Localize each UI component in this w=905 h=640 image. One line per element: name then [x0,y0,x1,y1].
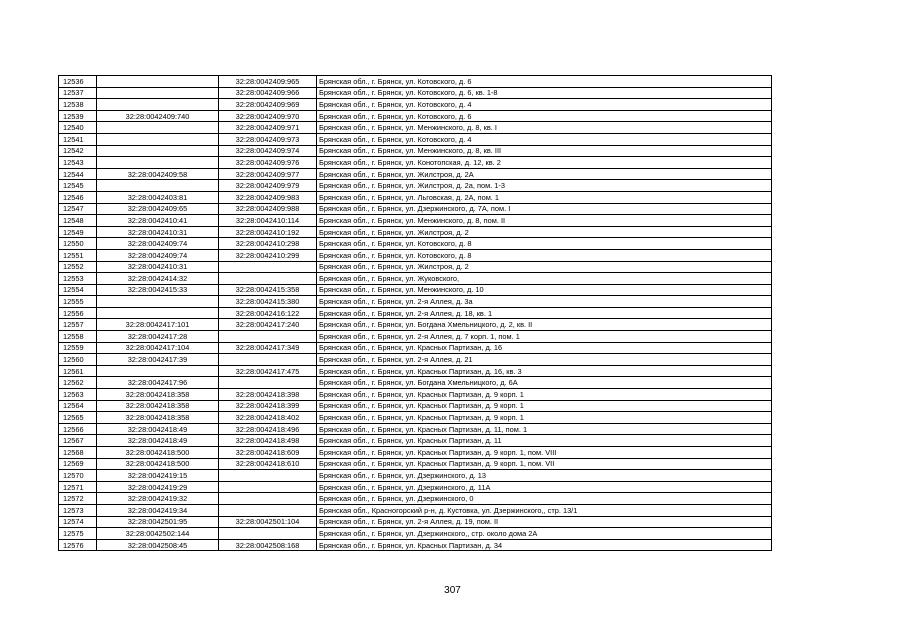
table-row [59,389,772,401]
table-row [59,412,772,424]
object-number-cell: 32:28:0042417:349 [219,342,317,354]
object-number-cell [219,528,317,540]
address-cell: Брянская обл., г. Брянск, ул. 2-я Аллея, д. 19, пом. II [317,516,772,528]
table-row [59,319,772,331]
address-cell: Брянская обл., г. Брянск, ул. Красных Партизан, д. 9 корп. 1 [317,400,772,412]
row-number-cell: 12575 [59,528,97,540]
object-number-cell: 32:28:0042415:358 [219,284,317,296]
address-cell: Брянская обл., г. Брянск, ул. Дзержинского, д. 7А, пом. I [317,203,772,215]
table-row [59,110,772,122]
parcel-number-cell: 32:28:0042502:144 [97,528,219,540]
table-row [59,180,772,192]
object-number-cell [219,481,317,493]
object-number-cell [219,261,317,273]
row-number-cell: 12569 [59,458,97,470]
address-cell: Брянская обл., г. Брянск, ул. Красных Партизан, д. 9 корп. 1 [317,412,772,424]
parcel-number-cell [97,99,219,111]
cadastral-table [58,75,772,551]
parcel-number-cell: 32:28:0042415:33 [97,284,219,296]
object-number-cell: 32:28:0042409:979 [219,180,317,192]
parcel-number-cell [97,157,219,169]
address-cell: Брянская обл., г. Брянск, ул. 2-я Аллея, д. 18, кв. 1 [317,307,772,319]
table-row [59,528,772,540]
address-cell: Брянская обл., г. Брянск, ул. Дзержинского, д. 11А [317,481,772,493]
object-number-cell: 32:28:0042409:976 [219,157,317,169]
row-number-cell: 12576 [59,539,97,551]
parcel-number-cell: 32:28:0042417:28 [97,331,219,343]
address-cell: Брянская обл., г. Брянск, ул. Красных Партизан, д. 16 [317,342,772,354]
parcel-number-cell: 32:28:0042418:358 [97,412,219,424]
row-number-cell: 12555 [59,296,97,308]
table-row [59,238,772,250]
object-number-cell: 32:28:0042410:299 [219,249,317,261]
table-row [59,493,772,505]
parcel-number-cell [97,145,219,157]
object-number-cell: 32:28:0042415:380 [219,296,317,308]
row-number-cell: 12543 [59,157,97,169]
table-row [59,122,772,134]
row-number-cell: 12571 [59,481,97,493]
row-number-cell: 12567 [59,435,97,447]
row-number-cell: 12540 [59,122,97,134]
parcel-number-cell [97,133,219,145]
table-row [59,145,772,157]
object-number-cell: 32:28:0042409:966 [219,87,317,99]
object-number-cell: 32:28:0042409:973 [219,133,317,145]
address-cell: Брянская обл., г. Брянск, ул. Красных Партизан, д. 9 корп. 1, пом. VII [317,458,772,470]
row-number-cell: 12558 [59,331,97,343]
address-cell: Брянская обл., г. Брянск, ул. Жилстроя, д. 2 [317,226,772,238]
row-number-cell: 12538 [59,99,97,111]
object-number-cell: 32:28:0042410:298 [219,238,317,250]
table-row [59,133,772,145]
page-number: 307 [444,585,461,596]
table-body [59,76,772,551]
address-cell: Брянская обл., г. Брянск, ул. Красных Партизан, д. 11 [317,435,772,447]
address-cell: Брянская обл., г. Брянск, ул. 2-я Аллея, д. 7 корп. 1, пом. 1 [317,331,772,343]
object-number-cell: 32:28:0042417:240 [219,319,317,331]
table-row [59,249,772,261]
address-cell: Брянская обл., Красногорский р-н, д. Кустовка, ул. Дзержинского,, стр. 13/1 [317,504,772,516]
object-number-cell: 32:28:0042409:969 [219,99,317,111]
table-row [59,99,772,111]
address-cell: Брянская обл., г. Брянск, ул. Богдана Хмельницкого, д. 6А [317,377,772,389]
address-cell: Брянская обл., г. Брянск, ул. Красных Партизан, д. 34 [317,539,772,551]
table-row [59,470,772,482]
table-row [59,423,772,435]
address-cell: Брянская обл., г. Брянск, ул. 2-я Аллея, д. 3а [317,296,772,308]
object-number-cell: 32:28:0042410:114 [219,215,317,227]
address-cell: Брянская обл., г. Брянск, ул. Дзержинского,, стр. около дома 2А [317,528,772,540]
object-number-cell: 32:28:0042501:104 [219,516,317,528]
address-cell: Брянская обл., г. Брянск, ул. Жуковского, [317,273,772,285]
table-row [59,342,772,354]
address-cell: Брянская обл., г. Брянск, ул. Котовского, д. 6, кв. 1-8 [317,87,772,99]
address-cell: Брянская обл., г. Брянск, ул. Менжинского, д. 8, пом. II [317,215,772,227]
row-number-cell: 12542 [59,145,97,157]
address-cell: Брянская обл., г. Брянск, ул. Жилстроя, д. 2А [317,168,772,180]
parcel-number-cell [97,180,219,192]
table-row [59,261,772,273]
object-number-cell [219,377,317,389]
parcel-number-cell: 32:28:0042508:45 [97,539,219,551]
address-cell: Брянская обл., г. Брянск, ул. Котовского, д. 4 [317,99,772,111]
parcel-number-cell: 32:28:0042409:65 [97,203,219,215]
object-number-cell: 32:28:0042416:122 [219,307,317,319]
row-number-cell: 12572 [59,493,97,505]
table-row [59,435,772,447]
parcel-number-cell: 32:28:0042417:104 [97,342,219,354]
address-cell: Брянская обл., г. Брянск, ул. Жилстроя, д. 2а, пом. 1-3 [317,180,772,192]
object-number-cell: 32:28:0042418:498 [219,435,317,447]
parcel-number-cell: 32:28:0042419:32 [97,493,219,505]
table-row [59,516,772,528]
parcel-number-cell: 32:28:0042419:15 [97,470,219,482]
row-number-cell: 12562 [59,377,97,389]
object-number-cell [219,331,317,343]
object-number-cell: 32:28:0042418:610 [219,458,317,470]
row-number-cell: 12556 [59,307,97,319]
row-number-cell: 12568 [59,447,97,459]
row-number-cell: 12554 [59,284,97,296]
object-number-cell: 32:28:0042418:398 [219,389,317,401]
object-number-cell: 32:28:0042418:496 [219,423,317,435]
table-row [59,191,772,203]
row-number-cell: 12541 [59,133,97,145]
parcel-number-cell: 32:28:0042501:95 [97,516,219,528]
table-row [59,331,772,343]
table-row [59,157,772,169]
address-cell: Брянская обл., г. Брянск, ул. Котовского, д. 4 [317,133,772,145]
parcel-number-cell: 32:28:0042419:29 [97,481,219,493]
object-number-cell: 32:28:0042409:965 [219,76,317,88]
object-number-cell [219,354,317,366]
object-number-cell [219,493,317,505]
address-cell: Брянская обл., г. Брянск, ул. Красных Партизан, д. 9 корп. 1, пом. VIII [317,447,772,459]
address-cell: Брянская обл., г. Брянск, ул. Жилстроя, д. 2 [317,261,772,273]
address-cell: Брянская обл., г. Брянск, ул. Котовского, д. 8 [317,238,772,250]
parcel-number-cell: 32:28:0042418:358 [97,400,219,412]
table-row [59,481,772,493]
parcel-number-cell: 32:28:0042417:101 [97,319,219,331]
table-row [59,400,772,412]
parcel-number-cell: 32:28:0042409:58 [97,168,219,180]
row-number-cell: 12561 [59,365,97,377]
parcel-number-cell: 32:28:0042410:41 [97,215,219,227]
parcel-number-cell: 32:28:0042410:31 [97,226,219,238]
address-cell: Брянская обл., г. Брянск, ул. Красных Партизан, д. 11, пом. 1 [317,423,772,435]
parcel-number-cell [97,307,219,319]
table-row [59,215,772,227]
row-number-cell: 12557 [59,319,97,331]
object-number-cell: 32:28:0042409:988 [219,203,317,215]
row-number-cell: 12552 [59,261,97,273]
row-number-cell: 12560 [59,354,97,366]
object-number-cell [219,273,317,285]
parcel-number-cell [97,296,219,308]
row-number-cell: 12546 [59,191,97,203]
table-row [59,377,772,389]
parcel-number-cell [97,122,219,134]
row-number-cell: 12547 [59,203,97,215]
parcel-number-cell: 32:28:0042417:39 [97,354,219,366]
table-row [59,168,772,180]
row-number-cell: 12570 [59,470,97,482]
table-row [59,226,772,238]
parcel-number-cell: 32:28:0042403:81 [97,191,219,203]
parcel-number-cell: 32:28:0042418:500 [97,447,219,459]
address-cell: Брянская обл., г. Брянск, ул. 2-я Аллея, д. 21 [317,354,772,366]
address-cell: Брянская обл., г. Брянск, ул. Конотопская, д. 12, кв. 2 [317,157,772,169]
table-row [59,354,772,366]
parcel-number-cell: 32:28:0042409:740 [97,110,219,122]
address-cell: Брянская обл., г. Брянск, ул. Красных Партизан, д. 9 корп. 1 [317,389,772,401]
row-number-cell: 12565 [59,412,97,424]
parcel-number-cell: 32:28:0042409:74 [97,238,219,250]
row-number-cell: 12549 [59,226,97,238]
row-number-cell: 12539 [59,110,97,122]
address-cell: Брянская обл., г. Брянск, ул. Красных Партизан, д. 16, кв. 3 [317,365,772,377]
object-number-cell: 32:28:0042409:970 [219,110,317,122]
address-cell: Брянская обл., г. Брянск, ул. Котовского, д. 6 [317,110,772,122]
parcel-number-cell [97,365,219,377]
object-number-cell: 32:28:0042418:402 [219,412,317,424]
table-row [59,203,772,215]
table-row [59,273,772,285]
parcel-number-cell [97,76,219,88]
row-number-cell: 12563 [59,389,97,401]
parcel-number-cell: 32:28:0042418:49 [97,435,219,447]
table-row [59,365,772,377]
object-number-cell: 32:28:0042418:399 [219,400,317,412]
row-number-cell: 12548 [59,215,97,227]
address-cell: Брянская обл., г. Брянск, ул. Дзержинского, д. 13 [317,470,772,482]
row-number-cell: 12551 [59,249,97,261]
object-number-cell: 32:28:0042409:974 [219,145,317,157]
address-cell: Брянская обл., г. Брянск, ул. Котовского, д. 8 [317,249,772,261]
table-row [59,504,772,516]
table-row [59,539,772,551]
object-number-cell: 32:28:0042410:192 [219,226,317,238]
address-cell: Брянская обл., г. Брянск, ул. Менжинского, д. 8, кв. III [317,145,772,157]
parcel-number-cell: 32:28:0042418:500 [97,458,219,470]
table-row [59,296,772,308]
row-number-cell: 12564 [59,400,97,412]
row-number-cell: 12566 [59,423,97,435]
row-number-cell: 12545 [59,180,97,192]
row-number-cell: 12573 [59,504,97,516]
row-number-cell: 12574 [59,516,97,528]
table-row [59,87,772,99]
parcel-number-cell: 32:28:0042418:358 [97,389,219,401]
table-row [59,447,772,459]
parcel-number-cell: 32:28:0042417:96 [97,377,219,389]
row-number-cell: 12536 [59,76,97,88]
address-cell: Брянская обл., г. Брянск, ул. Дзержинского, 0 [317,493,772,505]
address-cell: Брянская обл., г. Брянск, ул. Богдана Хмельницкого, д. 2, кв. II [317,319,772,331]
row-number-cell: 12550 [59,238,97,250]
parcel-number-cell: 32:28:0042419:34 [97,504,219,516]
address-cell: Брянская обл., г. Брянск, ул. Льговская, д. 2А, пом. 1 [317,191,772,203]
parcel-number-cell: 32:28:0042418:49 [97,423,219,435]
object-number-cell: 32:28:0042409:983 [219,191,317,203]
table-row [59,284,772,296]
table-row [59,458,772,470]
row-number-cell: 12553 [59,273,97,285]
parcel-number-cell: 32:28:0042409:74 [97,249,219,261]
address-cell: Брянская обл., г. Брянск, ул. Котовского, д. 6 [317,76,772,88]
row-number-cell: 12544 [59,168,97,180]
object-number-cell: 32:28:0042508:168 [219,539,317,551]
object-number-cell [219,504,317,516]
object-number-cell: 32:28:0042417:475 [219,365,317,377]
object-number-cell: 32:28:0042409:971 [219,122,317,134]
row-number-cell: 12537 [59,87,97,99]
table-row [59,307,772,319]
object-number-cell [219,470,317,482]
row-number-cell: 12559 [59,342,97,354]
address-cell: Брянская обл., г. Брянск, ул. Менжинского, д. 8, кв. I [317,122,772,134]
parcel-number-cell: 32:28:0042414:32 [97,273,219,285]
address-cell: Брянская обл., г. Брянск, ул. Менжинского, д. 10 [317,284,772,296]
parcel-number-cell [97,87,219,99]
parcel-number-cell: 32:28:0042410:31 [97,261,219,273]
object-number-cell: 32:28:0042418:609 [219,447,317,459]
table-row [59,76,772,88]
object-number-cell: 32:28:0042409:977 [219,168,317,180]
